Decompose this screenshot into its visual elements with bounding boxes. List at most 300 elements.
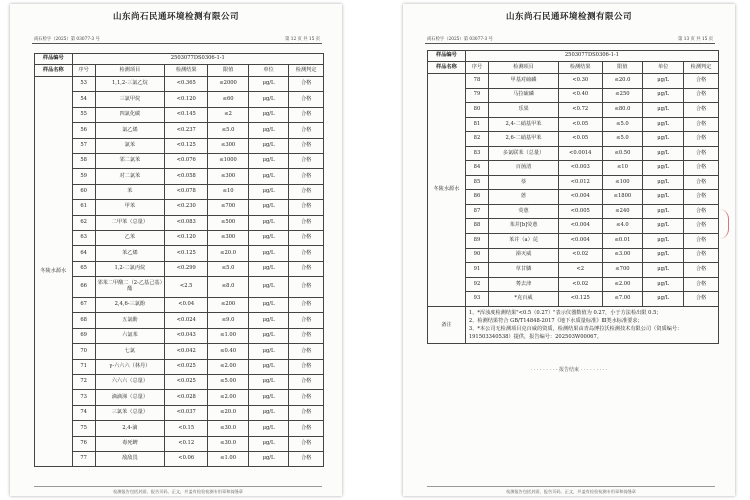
result-value: <0.083 — [165, 215, 208, 230]
row-number: 77 — [72, 451, 95, 466]
company-name: 山东尚石民通环境检测有限公司 — [112, 12, 239, 22]
limit-value: ≤2000 — [208, 77, 248, 92]
row-number: 90 — [465, 248, 488, 263]
result-value: <0.125 — [165, 246, 208, 261]
unit: μg/L — [643, 146, 684, 161]
unit: μg/L — [248, 405, 288, 420]
row-number: 67 — [72, 298, 95, 313]
row-number: 69 — [72, 328, 95, 343]
row-number: 66 — [72, 277, 95, 298]
unit: μg/L — [643, 234, 684, 249]
result-value: <0.230 — [165, 200, 208, 215]
header-row — [428, 62, 719, 74]
judgement: 合格 — [289, 138, 324, 153]
unit: μg/L — [643, 190, 684, 205]
report-page-13 — [403, 4, 735, 496]
table-row — [428, 117, 719, 132]
limit-value: ≤300 — [208, 230, 248, 245]
table-row — [35, 246, 324, 261]
sample-no-value: 2503077DS0306-1-1 — [465, 51, 718, 62]
unit: μg/L — [248, 77, 288, 92]
item-name: 敌敌畏 — [95, 451, 164, 466]
item-name: 多氯联苯（总量） — [489, 146, 559, 161]
item-name: 氯乙烯 — [95, 123, 164, 138]
unit: μg/L — [248, 359, 288, 374]
limit-value: ≤60 — [208, 92, 248, 107]
table-row — [35, 77, 324, 92]
item-name: 乙苯 — [95, 230, 164, 245]
row-number: 72 — [72, 375, 95, 390]
unit: μg/L — [248, 277, 288, 298]
col-header: 检测判定 — [289, 65, 324, 77]
limit-value: ≤0.01 — [602, 234, 643, 249]
judgement: 合格 — [289, 169, 324, 184]
results-table — [427, 50, 719, 344]
result-value: <0.05 — [558, 132, 602, 147]
item-name: *克百威 — [489, 292, 559, 307]
limit-value: ≤5.0 — [208, 261, 248, 276]
result-value: <0.12 — [165, 436, 208, 451]
result-value: <0.04 — [165, 298, 208, 313]
report-code: 尚石检字（2025）第 03077-3 号 — [427, 37, 493, 42]
limit-value: ≤5.0 — [208, 123, 248, 138]
table-row — [35, 184, 324, 199]
judgement: 合格 — [289, 246, 324, 261]
table-row — [35, 261, 324, 276]
item-name: 对二氯苯 — [95, 169, 164, 184]
notes-content — [465, 306, 718, 343]
judgement: 合格 — [684, 146, 719, 161]
judgement: 合格 — [684, 234, 719, 249]
result-value: <0.15 — [165, 421, 208, 436]
limit-value: ≤3.00 — [602, 248, 643, 263]
judgement: 合格 — [684, 175, 719, 190]
table-row — [428, 88, 719, 103]
limit-value: ≤30.0 — [208, 421, 248, 436]
limit-value: ≤300 — [208, 169, 248, 184]
item-name: 萘 — [489, 175, 559, 190]
table-row — [428, 292, 719, 307]
unit: μg/L — [248, 200, 288, 215]
item-name: 苯并（a）芘 — [489, 234, 559, 249]
unit: μg/L — [643, 132, 684, 147]
row-number: 65 — [72, 261, 95, 276]
table-row — [428, 103, 719, 118]
item-name: 六六六（总量） — [95, 375, 164, 390]
sample-name-cell: 冬陵水源水 — [35, 77, 73, 467]
result-value: <0.02 — [558, 248, 602, 263]
limit-value: ≤4.0 — [602, 219, 643, 234]
judgement: 合格 — [289, 421, 324, 436]
item-name: 四氯化碳 — [95, 107, 164, 122]
judgement: 合格 — [289, 153, 324, 168]
item-name: 草甘膦 — [489, 263, 559, 278]
judgement: 合格 — [684, 117, 719, 132]
item-name: 二甲苯（总量） — [95, 215, 164, 230]
result-value: <0.024 — [165, 313, 208, 328]
result-value: <0.004 — [558, 219, 602, 234]
col-header: 限值 — [208, 65, 248, 77]
result-value: <0.025 — [165, 375, 208, 390]
row-number: 61 — [72, 200, 95, 215]
result-value: <0.005 — [558, 204, 602, 219]
judgement: 合格 — [684, 103, 719, 118]
report-code: 尚石检字（2025）第 03077-3 号 — [34, 37, 100, 42]
row-number: 87 — [465, 204, 488, 219]
note-line: 1、*浑浊度检测结果"<0.5（0.27）"表示仪器数值为 0.27，小于方法检出限 0.5； — [468, 309, 662, 316]
row-number: 63 — [72, 230, 95, 245]
result-value: <0.043 — [165, 328, 208, 343]
unit: μg/L — [248, 123, 288, 138]
item-name: 莠去津 — [489, 277, 559, 292]
table-row — [35, 344, 324, 359]
limit-value: ≤10 — [208, 184, 248, 199]
row-number: 58 — [72, 153, 95, 168]
limit-value: ≤7.00 — [602, 292, 643, 307]
judgement: 合格 — [289, 405, 324, 420]
judgement: 合格 — [289, 344, 324, 359]
unit: μg/L — [248, 246, 288, 261]
table-row — [35, 375, 324, 390]
table-row — [35, 405, 324, 420]
result-value: <0.05 — [558, 117, 602, 132]
row-number: 56 — [72, 123, 95, 138]
row-number: 91 — [465, 263, 488, 278]
judgement: 合格 — [289, 375, 324, 390]
limit-value: ≤2.00 — [208, 390, 248, 405]
col-header: 序号 — [465, 62, 488, 74]
result-value: <0.02 — [558, 277, 602, 292]
limit-value: ≤1.00 — [208, 328, 248, 343]
table-row — [35, 277, 324, 298]
row-number: 79 — [465, 88, 488, 103]
unit: μg/L — [248, 169, 288, 184]
seal-edge-mark — [718, 209, 729, 239]
unit: μg/L — [643, 263, 684, 278]
judgement: 合格 — [684, 132, 719, 147]
unit: μg/L — [248, 153, 288, 168]
table-row — [35, 313, 324, 328]
item-name: 五氯酚 — [95, 313, 164, 328]
col-header: 限值 — [602, 62, 643, 74]
col-header: 检测结果 — [165, 65, 208, 77]
table-row — [35, 328, 324, 343]
result-value: <2.5 — [165, 277, 208, 298]
judgement: 合格 — [684, 219, 719, 234]
table-row — [428, 190, 719, 205]
judgement: 合格 — [289, 359, 324, 374]
limit-value: ≤300 — [208, 138, 248, 153]
item-name: 2,6-二硝基甲苯 — [489, 132, 559, 147]
limit-value: ≤0.50 — [602, 146, 643, 161]
unit: μg/L — [248, 230, 288, 245]
judgement: 合格 — [289, 390, 324, 405]
judgement: 合格 — [289, 184, 324, 199]
sample-no-row — [35, 54, 324, 65]
notes-row — [428, 306, 719, 343]
limit-value: ≤2 — [208, 107, 248, 122]
judgement: 合格 — [289, 107, 324, 122]
table-row — [428, 132, 719, 147]
result-value: <0.120 — [165, 92, 208, 107]
unit: μg/L — [643, 292, 684, 307]
table-row — [35, 359, 324, 374]
result-value: <0.40 — [558, 88, 602, 103]
row-number: 81 — [465, 117, 488, 132]
unit: μg/L — [248, 390, 288, 405]
item-name: 百菌清 — [489, 161, 559, 176]
unit: μg/L — [248, 421, 288, 436]
judgement: 合格 — [684, 190, 719, 205]
unit: μg/L — [248, 328, 288, 343]
result-value: <0.237 — [165, 123, 208, 138]
unit: μg/L — [248, 215, 288, 230]
row-number: 70 — [72, 344, 95, 359]
limit-value: ≤20.0 — [602, 74, 643, 89]
judgement: 合格 — [684, 161, 719, 176]
limit-value: ≤2.00 — [602, 277, 643, 292]
row-number: 55 — [72, 107, 95, 122]
notes-label: 备注 — [428, 306, 466, 343]
table-row — [428, 263, 719, 278]
limit-value: ≤700 — [208, 200, 248, 215]
result-value: <0.004 — [558, 234, 602, 249]
judgement: 合格 — [289, 277, 324, 298]
unit: μg/L — [643, 204, 684, 219]
report-end-line: · · · · · · · · · 报告结束 · · · · · · · · · — [530, 367, 608, 373]
sample-no-value: 2503077DS0306-1-1 — [72, 54, 323, 65]
table-row — [428, 219, 719, 234]
judgement: 合格 — [684, 263, 719, 278]
unit: μg/L — [248, 107, 288, 122]
result-value: <0.004 — [558, 190, 602, 205]
item-name: 邻二氯苯 — [95, 153, 164, 168]
item-name: 三氯甲烷 — [95, 92, 164, 107]
table-row — [35, 230, 324, 245]
sample-no-label: 样品编号 — [428, 51, 466, 62]
result-value: <0.042 — [165, 344, 208, 359]
limit-value: ≤1800 — [602, 190, 643, 205]
limit-value: ≤200 — [208, 298, 248, 313]
table-row — [35, 138, 324, 153]
unit: μg/L — [248, 138, 288, 153]
unit: μg/L — [643, 117, 684, 132]
limit-value: ≤5.0 — [602, 132, 643, 147]
table-row — [35, 92, 324, 107]
item-name: 蒽 — [489, 190, 559, 205]
row-number: 93 — [465, 292, 488, 307]
item-name: 甲苯 — [95, 200, 164, 215]
limit-value: ≤20.0 — [208, 246, 248, 261]
row-number: 71 — [72, 359, 95, 374]
limit-value: ≤1000 — [208, 153, 248, 168]
table-row — [428, 204, 719, 219]
judgement: 合格 — [289, 200, 324, 215]
row-number: 59 — [72, 169, 95, 184]
table-row — [35, 169, 324, 184]
row-number: 78 — [465, 74, 488, 89]
judgement: 合格 — [684, 74, 719, 89]
limit-value: ≤240 — [602, 204, 643, 219]
unit: μg/L — [248, 313, 288, 328]
unit: μg/L — [643, 219, 684, 234]
judgement: 合格 — [684, 292, 719, 307]
result-value: <0.037 — [165, 405, 208, 420]
limit-value: ≤500 — [208, 215, 248, 230]
judgement: 合格 — [289, 77, 324, 92]
result-value: <0.025 — [165, 359, 208, 374]
unit: μg/L — [643, 103, 684, 118]
footer-note: 检测报告包括封面、报告页码、正文，并盖有检验检测专用章和骑缝章 — [427, 486, 715, 495]
report-page-12 — [10, 4, 342, 496]
table-row — [428, 248, 719, 263]
table-row — [428, 146, 719, 161]
unit: μg/L — [248, 451, 288, 466]
item-name: 荧蒽 — [489, 204, 559, 219]
row-number: 88 — [465, 219, 488, 234]
row-number: 84 — [465, 161, 488, 176]
table-row — [35, 298, 324, 313]
note-line: 2、检测结果符合 GB/T14848-2017《地下水质量标准》Ⅲ类水标准要求； — [468, 317, 643, 324]
judgement: 合格 — [289, 123, 324, 138]
result-value: <0.145 — [165, 107, 208, 122]
row-number: 92 — [465, 277, 488, 292]
table-row — [35, 123, 324, 138]
limit-value: ≤8.0 — [208, 277, 248, 298]
judgement: 合格 — [684, 277, 719, 292]
result-value: <0.72 — [558, 103, 602, 118]
page-number: 第 12 页 共 15 页 — [285, 37, 320, 42]
item-name: 三氯苯（总量） — [95, 405, 164, 420]
unit: μg/L — [643, 161, 684, 176]
item-name: 氯苯 — [95, 138, 164, 153]
row-number: 76 — [72, 436, 95, 451]
table-row — [428, 175, 719, 190]
limit-value: ≤20.0 — [208, 405, 248, 420]
result-value: <0.299 — [165, 261, 208, 276]
unit: μg/L — [248, 92, 288, 107]
table-row — [35, 451, 324, 466]
result-value: <0.003 — [558, 161, 602, 176]
unit: μg/L — [643, 248, 684, 263]
judgement: 合格 — [684, 204, 719, 219]
limit-value: ≤10 — [602, 161, 643, 176]
item-name: 1,2-二氯丙烷 — [95, 261, 164, 276]
table-row — [35, 215, 324, 230]
col-header: 序号 — [72, 65, 95, 77]
limit-value: ≤100 — [602, 175, 643, 190]
unit: μg/L — [248, 344, 288, 359]
row-number: 82 — [465, 132, 488, 147]
page-number: 第 13 页 共 15 页 — [678, 37, 713, 42]
item-name: 毒死蜱 — [95, 436, 164, 451]
col-header: 样品名称 — [428, 62, 466, 74]
result-value: <0.30 — [558, 74, 602, 89]
item-name: 滴滴涕（总量） — [95, 390, 164, 405]
item-name: 六氯苯 — [95, 328, 164, 343]
result-value: <0.012 — [558, 175, 602, 190]
unit: μg/L — [248, 298, 288, 313]
row-number: 64 — [72, 246, 95, 261]
row-number: 73 — [72, 390, 95, 405]
result-value: <0.058 — [165, 169, 208, 184]
item-name: 1,1,2-三氯乙烷 — [95, 77, 164, 92]
item-name: 2,4-滴 — [95, 421, 164, 436]
table-row — [428, 234, 719, 249]
limit-value: ≤30.0 — [208, 436, 248, 451]
row-number: 75 — [72, 421, 95, 436]
col-header: 单位 — [643, 62, 684, 74]
judgement: 合格 — [289, 328, 324, 343]
limit-value: ≤2.00 — [208, 359, 248, 374]
result-value: <0.076 — [165, 153, 208, 168]
unit: μg/L — [248, 184, 288, 199]
row-number: 74 — [72, 405, 95, 420]
judgement: 合格 — [289, 92, 324, 107]
limit-value: ≤5.0 — [602, 117, 643, 132]
result-value: <0.125 — [558, 292, 602, 307]
sample-no-label: 样品编号 — [35, 54, 73, 65]
col-header: 检测结果 — [558, 62, 602, 74]
limit-value: ≤80.0 — [602, 103, 643, 118]
judgement: 合格 — [289, 436, 324, 451]
limit-value: ≤1.00 — [208, 451, 248, 466]
row-number: 86 — [465, 190, 488, 205]
table-row — [428, 277, 719, 292]
item-name: 苯乙烯 — [95, 246, 164, 261]
row-number: 85 — [465, 175, 488, 190]
limit-value: ≤0.40 — [208, 344, 248, 359]
item-name: 乐果 — [489, 103, 559, 118]
result-value: <0.120 — [165, 230, 208, 245]
unit: μg/L — [248, 375, 288, 390]
judgement: 合格 — [684, 248, 719, 263]
result-value: <0.028 — [165, 390, 208, 405]
row-number: 68 — [72, 313, 95, 328]
result-value: <2 — [558, 263, 602, 278]
item-name: γ-六六六（林丹） — [95, 359, 164, 374]
table-row — [35, 107, 324, 122]
judgement: 合格 — [289, 215, 324, 230]
sample-name-cell: 冬陵水源水 — [428, 74, 466, 307]
item-name: 苯 — [95, 184, 164, 199]
limit-value: ≤250 — [602, 88, 643, 103]
results-table — [34, 53, 324, 467]
item-name: 涕灭威 — [489, 248, 559, 263]
unit: μg/L — [643, 277, 684, 292]
row-number: 62 — [72, 215, 95, 230]
result-value: <0.06 — [165, 451, 208, 466]
note-line: 3、*本公司无检测项目克百威的资质，检测结果由青岛博拉沃检测技术有限公司（资质编号：191503340538）提供，报告编号：202503W00067。 — [468, 325, 683, 340]
judgement: 合格 — [289, 451, 324, 466]
judgement: 合格 — [289, 230, 324, 245]
result-value: <0.125 — [165, 138, 208, 153]
table-row — [428, 74, 719, 89]
unit: μg/L — [643, 74, 684, 89]
row-number: 89 — [465, 234, 488, 249]
row-number: 54 — [72, 92, 95, 107]
table-row — [35, 421, 324, 436]
item-name: 七氯 — [95, 344, 164, 359]
unit: μg/L — [643, 175, 684, 190]
judgement: 合格 — [289, 313, 324, 328]
judgement: 合格 — [684, 88, 719, 103]
judgement: 合格 — [289, 261, 324, 276]
unit: μg/L — [643, 88, 684, 103]
judgement: 合格 — [289, 298, 324, 313]
result-value: <0.078 — [165, 184, 208, 199]
col-header: 检测项目 — [95, 65, 164, 77]
